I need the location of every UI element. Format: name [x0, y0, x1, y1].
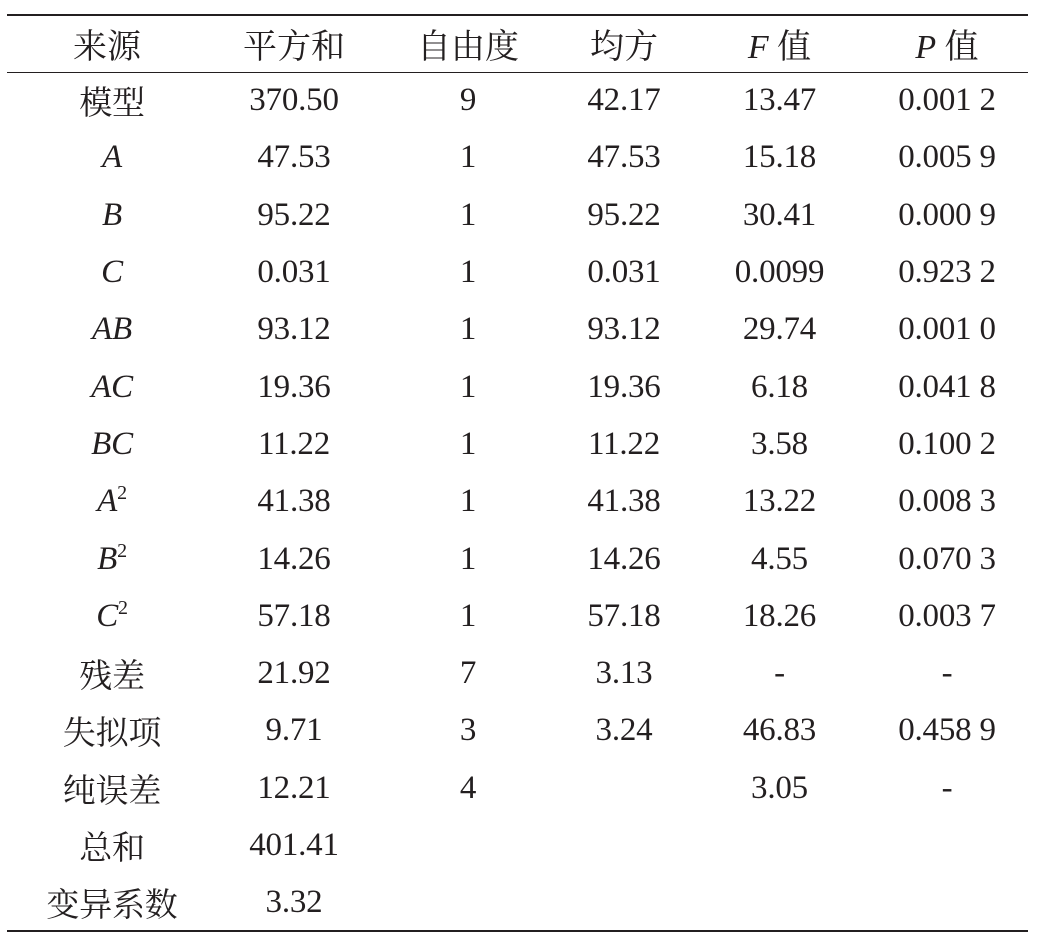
mean-square-cell: 95.22	[587, 196, 661, 233]
f-value-cell: 46.83	[742, 712, 817, 749]
degrees-of-freedom-cell: 9	[459, 82, 477, 119]
sum-of-squares-cell: 401.41	[249, 827, 339, 863]
header-degrees-of-freedom: 自由度	[381, 15, 555, 72]
source-label	[63, 716, 161, 752]
sum-of-squares-cell: 370.50	[249, 82, 339, 119]
source-cell	[7, 301, 207, 358]
table-row	[7, 473, 1028, 530]
source-text: AB	[92, 311, 132, 348]
sum-of-squares-cell: 19.36	[257, 368, 331, 405]
table-row	[7, 588, 1028, 645]
source-cell	[7, 129, 207, 186]
source-cell	[7, 645, 207, 702]
mean-square-cell: 47.53	[587, 139, 661, 176]
source-cell	[7, 416, 207, 473]
source-cell	[7, 358, 207, 415]
f-value-cell: 15.18	[742, 139, 817, 176]
p-value-cell: 0.003 7	[898, 597, 996, 634]
source-cell	[7, 244, 207, 301]
mean-square-cell: 57.18	[587, 597, 661, 634]
anova-table	[7, 14, 1028, 932]
p-value-cell	[866, 817, 1028, 874]
mean-square-cell: 41.38	[587, 483, 661, 520]
p-value-cell: 0.923 2	[898, 254, 996, 291]
source-text: 残差	[79, 659, 145, 696]
source-text: AC	[91, 368, 133, 405]
header-row	[7, 15, 1028, 72]
source-label	[92, 311, 132, 347]
degrees-of-freedom-cell: 1	[459, 540, 477, 577]
source-label	[46, 888, 177, 924]
source-cell	[7, 187, 207, 244]
p-value-cell: 0.001 0	[898, 311, 996, 348]
f-value-cell	[693, 874, 866, 931]
source-exponent: 2	[117, 482, 127, 505]
source-exponent: 2	[117, 539, 127, 562]
degrees-of-freedom-cell: 1	[459, 597, 477, 634]
source-text: 总和	[79, 831, 145, 867]
p-value-cell: 0.041 8	[898, 368, 996, 405]
sum-of-squares-cell: 0.031	[257, 254, 331, 291]
header-f-value	[693, 15, 866, 72]
source-label	[102, 197, 122, 233]
source-cell	[7, 588, 207, 645]
table-row	[7, 645, 1028, 702]
source-cell	[7, 702, 207, 759]
f-value-cell	[693, 817, 866, 874]
header-mean-square: 均方	[555, 15, 693, 72]
f-value-cell: 6.18	[751, 368, 808, 405]
degrees-of-freedom-cell	[381, 874, 555, 931]
degrees-of-freedom-cell: 1	[459, 483, 477, 520]
source-label	[102, 139, 122, 175]
mean-square-cell: 0.031	[587, 254, 661, 291]
degrees-of-freedom-cell: 1	[459, 254, 477, 291]
f-value-cell: 0.0099	[734, 254, 825, 291]
degrees-of-freedom-cell: 1	[459, 425, 477, 462]
mean-square-cell: 11.22	[587, 425, 661, 462]
table-row	[7, 129, 1028, 186]
mean-square-cell: 93.12	[587, 311, 661, 348]
header-f-symbol: F	[747, 29, 769, 67]
p-value-cell: 0.458 9	[898, 712, 996, 749]
source-text: B	[97, 540, 118, 577]
degrees-of-freedom-cell: 1	[459, 311, 477, 348]
f-value-cell: 13.47	[742, 82, 817, 119]
table-row	[7, 301, 1028, 358]
p-value-cell	[866, 874, 1028, 931]
degrees-of-freedom-cell: 4	[459, 769, 477, 806]
source-text: 模型	[79, 86, 145, 123]
p-value-cell: -	[941, 769, 953, 806]
sum-of-squares-cell: 21.92	[257, 655, 331, 692]
source-label	[96, 598, 128, 634]
sum-of-squares-cell: 14.26	[257, 540, 331, 577]
sum-of-squares-cell: 57.18	[257, 597, 331, 634]
degrees-of-freedom-cell: 1	[459, 139, 477, 176]
sum-of-squares-cell: 11.22	[257, 425, 331, 462]
sum-of-squares-cell: 3.32	[207, 874, 381, 931]
table-row	[7, 530, 1028, 587]
source-text: B	[102, 196, 122, 233]
table-row	[7, 874, 1028, 931]
degrees-of-freedom-cell: 3	[459, 712, 477, 749]
source-label	[79, 86, 145, 122]
source-label	[79, 831, 145, 867]
source-label	[91, 426, 133, 462]
source-text: 纯误差	[62, 773, 162, 810]
header-f-suffix: 值	[777, 29, 812, 67]
p-value-cell: 0.001 2	[898, 82, 996, 119]
sum-of-squares-cell: 9.71	[265, 712, 323, 749]
source-text: C	[101, 254, 123, 291]
sum-of-squares-cell: 12.21	[257, 769, 331, 806]
source-text: A	[102, 139, 122, 176]
header-source: 来源	[7, 15, 207, 72]
source-cell	[7, 530, 207, 587]
degrees-of-freedom-cell: 7	[459, 655, 477, 692]
table-row	[7, 760, 1028, 817]
source-cell	[7, 760, 207, 817]
f-value-cell: 13.22	[742, 483, 817, 520]
source-label	[63, 774, 161, 810]
f-value-cell: 3.58	[751, 425, 808, 462]
degrees-of-freedom-cell: 1	[459, 368, 477, 405]
mean-square-cell	[555, 817, 693, 874]
p-value-cell: 0.008 3	[898, 483, 996, 520]
source-cell	[7, 874, 207, 931]
table-row	[7, 817, 1028, 874]
source-text: A	[97, 483, 118, 520]
table-row	[7, 358, 1028, 415]
source-label	[97, 483, 127, 519]
f-value-cell: 4.55	[751, 540, 808, 577]
f-value-cell: 29.74	[742, 311, 817, 348]
f-value-cell: -	[774, 655, 785, 692]
degrees-of-freedom-cell: 1	[459, 196, 477, 233]
header-sum-of-squares: 平方和	[207, 15, 381, 72]
mean-square-cell	[555, 874, 693, 931]
header-p-suffix: 值	[944, 29, 979, 67]
degrees-of-freedom-cell	[381, 817, 555, 874]
p-value-cell: 0.100 2	[898, 425, 996, 462]
header-p-symbol: P	[915, 29, 937, 67]
source-text: BC	[91, 425, 133, 462]
source-cell	[7, 72, 207, 129]
p-value-cell: -	[941, 655, 953, 692]
sum-of-squares-cell: 41.38	[257, 483, 331, 520]
p-value-cell: 0.070 3	[898, 540, 996, 577]
table-row	[7, 72, 1028, 129]
table-row	[7, 244, 1028, 301]
source-cell	[7, 473, 207, 530]
f-value-cell: 3.05	[751, 769, 808, 806]
source-text: C	[96, 597, 118, 634]
sum-of-squares-cell: 47.53	[257, 139, 331, 176]
source-cell	[7, 817, 207, 874]
f-value-cell: 18.26	[742, 597, 817, 634]
source-text: 失拟项	[62, 716, 162, 753]
table-row	[7, 416, 1028, 473]
source-label	[97, 541, 127, 577]
source-label	[101, 254, 123, 290]
source-label	[91, 369, 133, 405]
table-row	[7, 702, 1028, 759]
sum-of-squares-cell: 93.12	[257, 311, 331, 348]
mean-square-cell	[555, 760, 693, 817]
table-body	[7, 72, 1028, 931]
source-text: 变异系数	[46, 887, 178, 924]
mean-square-cell: 14.26	[587, 540, 661, 577]
mean-square-cell: 42.17	[587, 82, 661, 119]
p-value-cell: 0.000 9	[898, 196, 996, 233]
source-exponent: 2	[118, 596, 128, 619]
mean-square-cell: 3.24	[595, 712, 653, 749]
header-p-value	[866, 15, 1028, 72]
sum-of-squares-cell: 95.22	[257, 196, 331, 233]
f-value-cell: 30.41	[742, 196, 817, 233]
table-row	[7, 187, 1028, 244]
p-value-cell: 0.005 9	[898, 139, 996, 176]
source-label	[79, 659, 145, 695]
mean-square-cell: 19.36	[587, 368, 661, 405]
mean-square-cell: 3.13	[595, 655, 653, 692]
